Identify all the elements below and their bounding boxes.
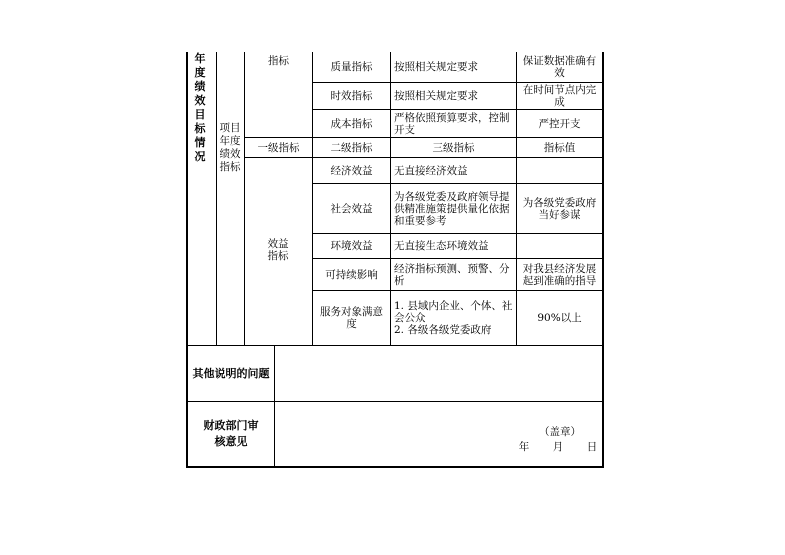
satisfaction-level3: 1. 县域内企业、个体、社会公众 2. 各级各级党委政府 <box>394 300 513 336</box>
date-month: 月 <box>552 441 564 453</box>
cost-level2: 成本指标 <box>330 117 373 130</box>
benefit-indicator-label <box>258 232 298 268</box>
date-year: 年 <box>518 441 530 453</box>
economic-level3: 无直接经济效益 <box>394 164 468 177</box>
outer-right-border <box>602 52 604 467</box>
other-notes-label: 其他说明的问题 <box>192 366 270 380</box>
economic-level2: 经济效益 <box>330 164 373 177</box>
benefit-indicator-text: 效益指标 <box>267 238 289 262</box>
timeliness-level3: 按照相关规定要求 <box>394 90 478 102</box>
timeliness-value: 在时间节点内完成 <box>522 84 597 108</box>
cost-value: 严控开支 <box>538 117 581 130</box>
sustainable-level3: 经济指标预测、预警、分析 <box>394 262 510 287</box>
header-level3: 三级指标 <box>432 141 475 154</box>
header-level2: 二级指标 <box>330 141 373 154</box>
environment-value <box>517 234 602 258</box>
economic-value <box>517 158 602 183</box>
sustainable-level2: 可持续影响 <box>325 268 378 281</box>
social-level3: 为各级党委及政府领导提供精准施策提供量化依据和重要参考 <box>394 190 510 227</box>
timeliness-level2: 时效指标 <box>330 90 373 102</box>
project-annual-indicator-label <box>216 110 244 186</box>
social-value: 为各级党委政府当好参谋 <box>522 196 597 221</box>
col-line-2 <box>244 52 245 345</box>
finance-review-label <box>196 402 266 466</box>
quality-value: 保证数据准确有效 <box>522 55 597 79</box>
annual-performance-goal-title: 年度绩效目标情况 <box>194 52 206 163</box>
satisfaction-value: 90%以上 <box>537 312 582 324</box>
project-annual-indicator-text: 项目年度绩效指标 <box>219 122 241 173</box>
level1-indicator-top: 指标 <box>268 55 289 67</box>
header-level1: 一级指标 <box>257 141 300 154</box>
date-day: 日 <box>586 441 598 453</box>
col-line-lower <box>274 345 275 467</box>
outer-bottom-border <box>186 466 604 468</box>
environment-level3: 无直接生态环境效益 <box>394 240 489 252</box>
seal-text: （盖章） <box>539 426 581 438</box>
satisfaction-level2: 服务对象满意度 <box>320 306 383 330</box>
header-value: 指标值 <box>543 141 576 154</box>
outer-left-border <box>186 52 188 467</box>
col-line-1 <box>216 52 217 345</box>
quality-level2: 质量指标 <box>330 61 373 73</box>
quality-level3: 按照相关规定要求 <box>394 61 478 73</box>
finance-review-text: 财政部门审核意见 <box>203 419 259 448</box>
environment-level2: 环境效益 <box>330 240 373 252</box>
sustainable-value: 对我县经济发展起到准确的指导 <box>522 262 597 287</box>
social-level2: 社会效益 <box>330 202 373 215</box>
cost-level3: 严格依照预算要求，控制开支 <box>394 111 510 136</box>
